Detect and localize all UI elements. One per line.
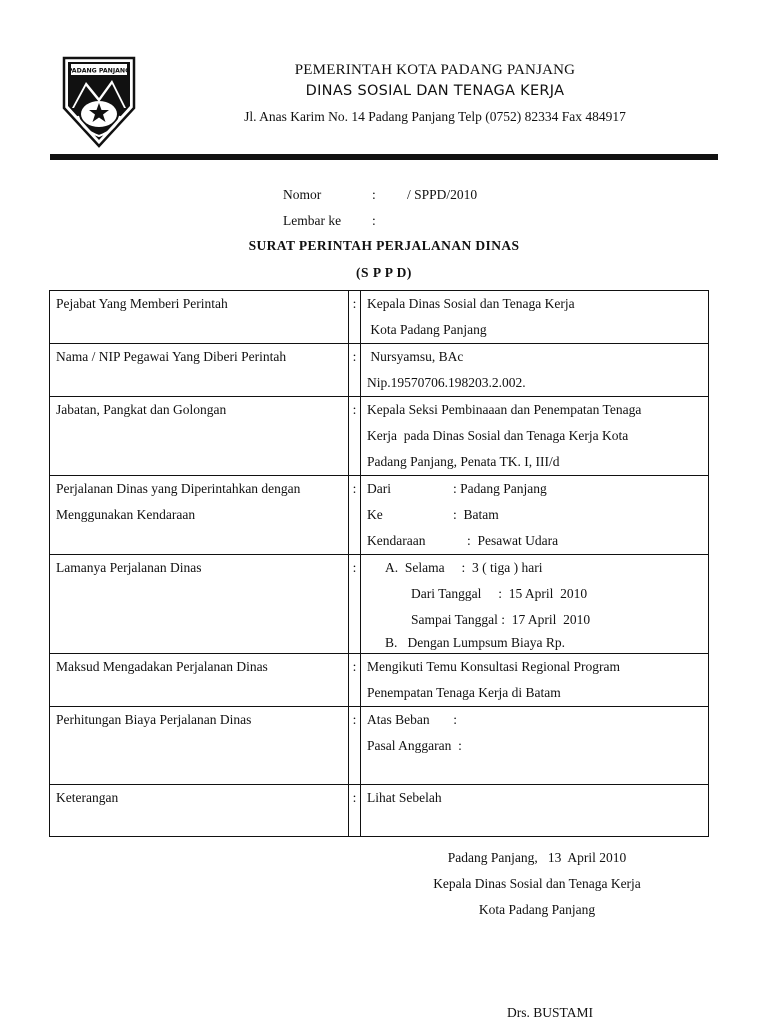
signature-place-date: Padang Panjang, 13 April 2010	[447, 850, 627, 865]
document-subtitle: (S P P D)	[356, 265, 412, 280]
row-label	[50, 654, 349, 707]
lembar-colon: :	[372, 213, 376, 228]
table-row	[50, 654, 709, 707]
row-label-text: Maksud Mengadakan Perjalanan Dinas	[56, 659, 268, 674]
row-label	[50, 555, 349, 654]
row-colon: :	[349, 291, 361, 344]
transport-key: Ke	[367, 507, 383, 522]
org-name-line2: DINAS SOSIAL DAN TENAGA KERJA	[305, 83, 565, 99]
row-value	[361, 654, 709, 707]
signatory-name: Drs. BUSTAMI	[507, 1005, 593, 1020]
transport-key: Kendaraan	[367, 533, 426, 548]
document-title: SURAT PERINTAH PERJALANAN DINAS	[248, 238, 520, 253]
row-colon: :	[349, 555, 361, 654]
signature-city: Kota Padang Panjang	[478, 902, 596, 917]
table-row	[50, 344, 709, 397]
transport-value: : Padang Panjang	[453, 481, 547, 496]
duration-line: Dari Tanggal : 15 April 2010	[411, 586, 588, 601]
row-label-text: Lamanya Perjalanan Dinas	[56, 560, 202, 575]
transport-value: : Pesawat Udara	[467, 533, 559, 548]
table-row	[50, 291, 709, 344]
sppd-form-table	[49, 290, 709, 837]
row-label-text: Perjalanan Dinas yang Diperintahkan dengan	[56, 481, 301, 496]
duration-line: A. Selama : 3 ( tiga ) hari	[385, 560, 543, 575]
row-value-text: Padang Panjang, Penata TK. I, III/d	[367, 454, 560, 469]
row-label-text: Perhitungan Biaya Perjalanan Dinas	[56, 712, 252, 727]
row-label	[50, 785, 349, 837]
org-address: Jl. Anas Karim No. 14 Padang Panjang Telp (0752) 82334 Fax 484917	[244, 109, 626, 124]
row-label-text: Pejabat Yang Memberi Perintah	[56, 296, 228, 311]
row-colon: :	[349, 397, 361, 476]
table-row	[50, 707, 709, 785]
row-value-text: Nursyamsu, BAc	[367, 349, 464, 364]
transport-value: : Batam	[453, 507, 499, 522]
nomor-colon: :	[372, 187, 376, 202]
table-row	[50, 555, 709, 654]
row-value-text: Kota Padang Panjang	[367, 322, 487, 337]
row-label	[50, 291, 349, 344]
row-label	[50, 707, 349, 785]
row-label	[50, 476, 349, 555]
row-label-text: Menggunakan Kendaraan	[56, 507, 196, 522]
row-value-text: Atas Beban :	[367, 712, 457, 727]
nomor-value: / SPPD/2010	[407, 187, 478, 202]
letterhead-divider	[50, 154, 718, 160]
row-colon: :	[349, 785, 361, 837]
lembar-label: Lembar ke	[283, 213, 342, 228]
row-value	[361, 344, 709, 397]
row-value-text: Kepala Seksi Pembinaaan dan Penempatan Tenaga	[367, 402, 642, 417]
duration-line: B. Dengan Lumpsum Biaya Rp.	[385, 635, 565, 650]
row-value-text: Mengikuti Temu Konsultasi Regional Program	[367, 659, 621, 674]
row-colon: :	[349, 707, 361, 785]
row-value-text: Lihat Sebelah	[367, 790, 442, 805]
row-label	[50, 344, 349, 397]
svg-text:PADANG PANJANG: PADANG PANJANG	[67, 67, 131, 75]
row-value-text: Pasal Anggaran :	[367, 738, 462, 753]
row-colon: :	[349, 344, 361, 397]
signature-position: Kepala Dinas Sosial dan Tenaga Kerja	[433, 876, 641, 891]
row-value-text: Nip.19570706.198203.2.002.	[367, 375, 526, 390]
row-value	[361, 476, 709, 555]
nomor-label: Nomor	[283, 187, 322, 202]
table-row	[50, 397, 709, 476]
org-name-line1: PEMERINTAH KOTA PADANG PANJANG	[294, 62, 576, 78]
table-row	[50, 785, 709, 837]
row-value	[361, 555, 709, 654]
row-label-text: Keterangan	[56, 790, 119, 805]
row-colon: :	[349, 654, 361, 707]
row-value	[361, 707, 709, 785]
row-value	[361, 785, 709, 837]
row-value	[361, 397, 709, 476]
transport-key: Dari	[367, 481, 391, 496]
row-value-text: Penempatan Tenaga Kerja di Batam	[367, 685, 561, 700]
row-value-text: Kerja pada Dinas Sosial dan Tenaga Kerja Kota	[367, 428, 629, 443]
duration-line: Sampai Tanggal : 17 April 2010	[411, 612, 591, 627]
row-value-text: Kepala Dinas Sosial dan Tenaga Kerja	[367, 296, 575, 311]
row-colon: :	[349, 476, 361, 555]
row-label-text: Nama / NIP Pegawai Yang Diberi Perintah	[56, 349, 287, 364]
row-label-text: Jabatan, Pangkat dan Golongan	[56, 402, 227, 417]
row-label	[50, 397, 349, 476]
row-value	[361, 291, 709, 344]
table-row	[50, 476, 709, 555]
